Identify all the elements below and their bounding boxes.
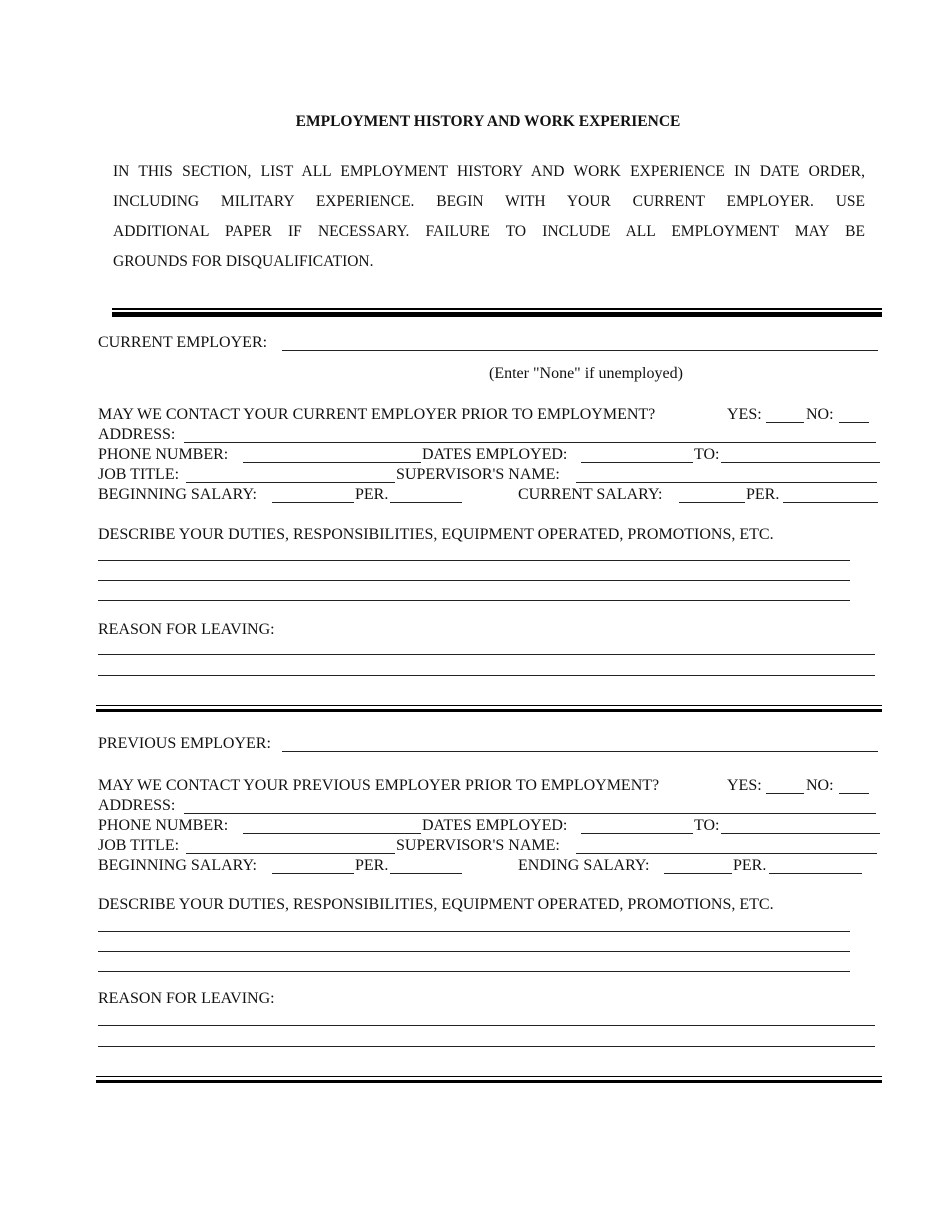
previous-to-label: TO: (694, 817, 720, 834)
previous-no-label: NO: (806, 777, 834, 794)
previous-phone-label: PHONE NUMBER: (98, 817, 229, 834)
previous-ending-salary-label: ENDING SALARY: (518, 857, 650, 874)
current-yes-label: YES: (727, 406, 762, 423)
previous-per-field[interactable] (390, 873, 462, 874)
previous-employer-field[interactable] (282, 751, 878, 752)
current-contact-question: MAY WE CONTACT YOUR CURRENT EMPLOYER PRIOR TO EMPLOYMENT? (98, 406, 656, 423)
current-reason-label: REASON FOR LEAVING: (98, 621, 275, 638)
previous-reason-label: REASON FOR LEAVING: (98, 990, 275, 1007)
current-employer-field[interactable] (282, 350, 878, 351)
current-duties-line[interactable] (98, 560, 850, 561)
previous-employer-label: PREVIOUS EMPLOYER: (98, 735, 271, 752)
previous-dates-from-field[interactable] (581, 833, 693, 834)
current-beginning-salary-label: BEGINNING SALARY: (98, 486, 257, 503)
previous-per-label: PER. (355, 857, 389, 874)
current-no-field[interactable] (839, 422, 869, 423)
previous-dates-label: DATES EMPLOYED: (422, 817, 568, 834)
previous-reason-line[interactable] (98, 1046, 875, 1047)
current-per2-label: PER. (746, 486, 780, 503)
current-employer-label: CURRENT EMPLOYER: (98, 334, 268, 351)
previous-per2-field[interactable] (769, 873, 862, 874)
divider (96, 1080, 882, 1083)
previous-beginning-salary-label: BEGINNING SALARY: (98, 857, 257, 874)
previous-beginning-salary-field[interactable] (272, 873, 354, 874)
previous-job-title-field[interactable] (186, 853, 395, 854)
previous-job-title-label: JOB TITLE: (98, 837, 180, 854)
previous-reason-line[interactable] (98, 1025, 875, 1026)
previous-duties-line[interactable] (98, 951, 850, 952)
previous-ending-salary-field[interactable] (664, 873, 732, 874)
divider (96, 705, 882, 706)
current-no-label: NO: (806, 406, 834, 423)
previous-duties-label: DESCRIBE YOUR DUTIES, RESPONSIBILITIES, EQUIPMENT OPERATED, PROMOTIONS, ETC. (98, 896, 774, 913)
current-duties-label: DESCRIBE YOUR DUTIES, RESPONSIBILITIES, EQUIPMENT OPERATED, PROMOTIONS, ETC. (98, 526, 774, 543)
current-dates-from-field[interactable] (581, 462, 693, 463)
previous-address-label: ADDRESS: (98, 797, 176, 814)
current-per2-field[interactable] (783, 502, 878, 503)
divider (112, 308, 882, 310)
current-beginning-salary-field[interactable] (272, 502, 354, 503)
current-yes-field[interactable] (766, 422, 804, 423)
current-reason-line[interactable] (98, 675, 875, 676)
previous-dates-to-field[interactable] (721, 833, 880, 834)
divider (96, 709, 882, 712)
intro-line-4: GROUNDS FOR DISQUALIFICATION. (113, 253, 374, 270)
current-address-field[interactable] (184, 442, 876, 443)
intro-line-3: ADDITIONAL PAPER IF NECESSARY. FAILURE TO INCLUDE ALL EMPLOYMENT MAY BE (113, 223, 865, 240)
current-phone-field[interactable] (243, 462, 421, 463)
current-duties-line[interactable] (98, 600, 850, 601)
previous-supervisor-label: SUPERVISOR'S NAME: (396, 837, 560, 854)
unemployed-note: (Enter "None" if unemployed) (489, 365, 683, 382)
current-per-field[interactable] (390, 502, 462, 503)
previous-yes-label: YES: (727, 777, 762, 794)
divider (96, 1076, 882, 1077)
current-to-label: TO: (694, 446, 720, 463)
previous-no-field[interactable] (839, 793, 869, 794)
previous-yes-field[interactable] (766, 793, 804, 794)
previous-duties-line[interactable] (98, 931, 850, 932)
current-supervisor-label: SUPERVISOR'S NAME: (396, 466, 560, 483)
current-supervisor-field[interactable] (576, 482, 877, 483)
current-duties-line[interactable] (98, 580, 850, 581)
previous-address-field[interactable] (184, 813, 876, 814)
intro-line-1: IN THIS SECTION, LIST ALL EMPLOYMENT HISTORY AND WORK EXPERIENCE IN DATE ORDER, (113, 163, 865, 180)
divider (112, 312, 882, 317)
intro-line-2: INCLUDING MILITARY EXPERIENCE. BEGIN WITH YOUR CURRENT EMPLOYER. USE (113, 193, 865, 210)
current-dates-label: DATES EMPLOYED: (422, 446, 568, 463)
current-phone-label: PHONE NUMBER: (98, 446, 229, 463)
previous-phone-field[interactable] (243, 833, 421, 834)
current-per-label: PER. (355, 486, 389, 503)
previous-contact-question: MAY WE CONTACT YOUR PREVIOUS EMPLOYER PRIOR TO EMPLOYMENT? (98, 777, 660, 794)
current-job-title-field[interactable] (186, 482, 395, 483)
current-address-label: ADDRESS: (98, 426, 176, 443)
previous-supervisor-field[interactable] (576, 853, 877, 854)
current-dates-to-field[interactable] (721, 462, 880, 463)
previous-duties-line[interactable] (98, 971, 850, 972)
current-job-title-label: JOB TITLE: (98, 466, 180, 483)
current-salary-label: CURRENT SALARY: (518, 486, 663, 503)
current-salary-field[interactable] (679, 502, 745, 503)
previous-per2-label: PER. (733, 857, 767, 874)
form-title: EMPLOYMENT HISTORY AND WORK EXPERIENCE (295, 113, 681, 130)
current-reason-line[interactable] (98, 654, 875, 655)
